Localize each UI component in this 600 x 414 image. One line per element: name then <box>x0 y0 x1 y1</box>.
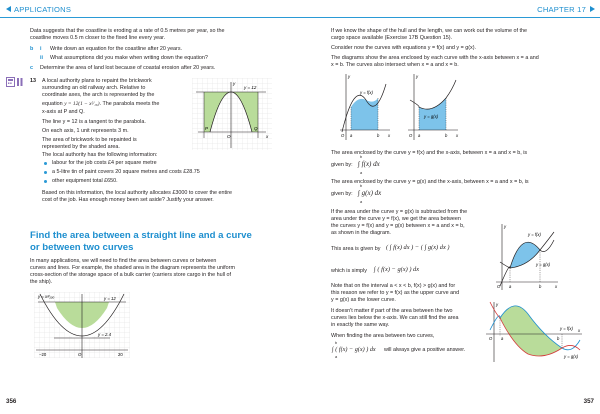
between-label-a: a <box>509 284 512 289</box>
q13-final-2: cost of the job. Has enough money been set aside? Justify your answer. <box>42 197 214 203</box>
q13-eq-prefix: equation <box>42 101 63 107</box>
area-f-line-1: The area enclosed by the curve y = f(x) and the x-axis, between x = a and x = b, is <box>331 150 528 156</box>
ship-label-minus20: −20 <box>39 352 47 357</box>
g-fig-label-O: O <box>409 133 413 138</box>
below-label-a: a <box>501 336 504 341</box>
sub-text-4: as shown in the diagram. <box>331 230 391 236</box>
between-label-f: y = f(x) <box>528 232 541 237</box>
q13-area-2: represented by the shaded area. <box>42 144 120 150</box>
int-g-lower-limit: a <box>360 200 363 204</box>
arch-label-O: O <box>227 134 231 139</box>
between-label-y: y <box>504 224 507 229</box>
g-fig-label-g: y = g(x) <box>424 114 439 119</box>
bullet-equipment: other equipment total £650. <box>52 178 118 184</box>
note-line-2: this reason we refer to y = f(x) as the upper curve and <box>331 290 460 296</box>
q13-line-2: surrounding an old railway arch. Relative to <box>42 85 146 91</box>
section-text-3: cross-section of the storage space of a bulk carrier (carriers store cargo in the hull of <box>30 272 232 278</box>
final-expression: ∫ ( f(x) − g(x) ) dx <box>332 346 376 353</box>
final-lower-limit: a <box>335 355 338 359</box>
q13-equation-line <box>42 101 159 108</box>
arch-label-y: y <box>233 81 236 86</box>
when-finding: When finding the area between two curves, <box>331 333 435 339</box>
g-fig-label-y: y <box>416 74 419 79</box>
section-heading-line-2: or between two curves <box>30 242 134 253</box>
int-f-expression: ∫ f(x) dx <box>358 160 380 168</box>
intro-line-2: coastline moves 0.5 m closer to the fixed line every year. <box>30 35 166 41</box>
area-given-label: This area is given by <box>331 246 381 252</box>
note-line-1: Note that on the interval a < x < b, f(x) > g(x) and for <box>331 283 456 289</box>
para3-line-1: The diagrams show the area enclosed by each curve with the x-axis between x = a and <box>331 55 539 61</box>
para1-line-2: cargo space available (Exercise 17B Question 15). <box>331 35 453 41</box>
page-number-right: 357 <box>583 398 594 405</box>
q13-eq-suffix: . The parabola meets the <box>99 101 160 107</box>
f-fig-label-O: O <box>341 133 345 138</box>
area-g-line-1: The area enclosed by the curve y = g(x) and the x-axis, between x = a and x = b, is <box>331 179 529 185</box>
sub-text-2: area under the curve y = f(x), we get the area between <box>331 216 461 222</box>
f-fig-label-f: y = f(x) <box>360 90 373 95</box>
calculator-icon <box>6 77 26 87</box>
question-b-label: b <box>30 46 34 52</box>
arch-label-x: x <box>266 134 269 139</box>
note-line-3: y = g(x) as the lower curve. <box>331 297 396 303</box>
below-label-b: b <box>557 336 560 341</box>
q13-final-1: Based on this information, the local authority allocates £3000 to cover the entire <box>42 190 232 196</box>
between-label-O: O <box>497 284 501 289</box>
between-label-x: x <box>555 284 558 289</box>
q13-area-1: The area of brickwork to be repainted is <box>42 137 137 143</box>
question-b-ii: What assumptions did you make when writing down the equation? <box>50 55 208 61</box>
question-13-number: 13 <box>30 78 36 84</box>
area-below-axis-shaded <box>500 306 562 356</box>
ship-label-y12: y = 12 <box>104 296 116 301</box>
area-g-line-2: given by: <box>331 191 353 197</box>
intro-line-1: Data suggests that the coastline is eroding at a rate of 0.5 metres per year, so the <box>30 28 225 34</box>
f-fig-label-a: a <box>350 133 353 138</box>
q13-line-1: A local authority plans to repaint the brickwork <box>42 78 152 84</box>
int-f-upper-limit: b <box>360 155 363 159</box>
question-bii-label: ii <box>40 55 43 61</box>
between-label-g: y = g(x) <box>536 262 551 267</box>
between-label-b: b <box>539 284 542 289</box>
int-g-upper-limit: b <box>360 184 363 188</box>
arch-label-y12: y = 12 <box>244 85 257 90</box>
section-heading-line-1: Find the area between a straight line and a curve <box>30 230 252 241</box>
area-under-g-diagram <box>404 70 460 144</box>
matter-line-3: in exactly the same way. <box>331 322 390 328</box>
g-fig-label-b: b <box>445 133 448 138</box>
sub-text-3: the curves y = f(x) and y = g(x) between x = a and x = b, <box>331 223 465 229</box>
area-f-line-2: given by: <box>331 162 353 168</box>
header-title-applications: APPLICATIONS <box>14 5 72 14</box>
question-bi-label: i <box>40 46 42 52</box>
q13-x-axis: x-axis at P and Q. <box>42 109 85 115</box>
below-label-f: y = f(x) <box>560 326 573 331</box>
page-number-left: 356 <box>6 398 17 405</box>
below-label-O: O <box>489 336 493 341</box>
f-fig-label-y: y <box>348 74 351 79</box>
matter-line-2: curves lies below the x-axis. We can still find the area <box>331 315 459 321</box>
final-text: will always give a positive answer. <box>384 347 466 353</box>
below-label-g: y = g(x) <box>564 354 579 359</box>
simplified-expression: ∫ ( f(x) − g(x) ) dx <box>374 266 420 273</box>
ship-label-y2-4: y = 2.4 <box>98 332 112 337</box>
left-page-header <box>0 0 300 18</box>
bullet-dot <box>44 162 47 165</box>
q13-line-3: coordinate axes, the arch is represented by the <box>42 92 155 98</box>
q13-info: The local authority has the following information: <box>42 152 158 158</box>
area-under-f-shaded <box>351 98 378 130</box>
ship-label-parabola: y = x²⁄₁₀₀ <box>38 294 55 299</box>
simply-label: which is simply <box>331 268 367 274</box>
bulk-carrier-diagram <box>34 292 130 364</box>
arch-label-P: P <box>205 126 209 131</box>
curve-g <box>410 80 456 109</box>
area-below-axis-diagram <box>484 300 584 364</box>
area-under-f-diagram <box>336 70 392 144</box>
para3-line-2: x = b. The curves also intersect when x = a and x = b. <box>331 62 459 68</box>
q13-equation: y = 12(1 − x²⁄₁₆) <box>64 101 100 107</box>
below-label-y: y <box>496 302 499 307</box>
para2: Consider now the curves with equations y = f(x) and y = g(x). <box>331 45 477 51</box>
matter-line-1: It doesn't matter if part of the area between the two <box>331 308 453 314</box>
bullet-paint: a 5-litre tin of paint covers 20 square metres and costs £28.75 <box>52 169 200 175</box>
right-page-header <box>300 0 600 18</box>
bullet-labour: labour for the job costs £4 per square metre <box>52 160 157 166</box>
f-fig-label-b: b <box>377 133 380 138</box>
int-g-expression: ∫ g(x) dx <box>358 189 382 197</box>
ship-label-O: O <box>78 352 82 357</box>
triangle-right-icon <box>590 6 595 12</box>
below-label-x: x <box>578 328 581 333</box>
header-title-chapter: CHAPTER 17 <box>537 5 586 14</box>
f-fig-label-x: x <box>388 133 391 138</box>
section-text-1: In many applications, we will need to find the area between curves or between <box>30 258 217 264</box>
triangle-left-icon <box>6 6 11 12</box>
bullet-dot <box>44 171 47 174</box>
q13-unit: On each axis, 1 unit represents 3 m. <box>42 128 129 134</box>
area-between-curves-diagram <box>492 222 560 292</box>
sub-text-1: If the area under the curve y = g(x) is subtracted from the <box>331 209 468 215</box>
para1-line-1: If we know the shape of the hull and the length, we can work out the volume of the <box>331 28 527 34</box>
question-c: Determine the area of land lost because of coastal erosion after 20 years. <box>40 65 216 71</box>
g-fig-label-x: x <box>456 133 459 138</box>
arch-label-Q: Q <box>254 126 258 131</box>
ship-label-20: 20 <box>118 352 123 357</box>
final-upper-limit: b <box>335 341 338 345</box>
q13-tangent: The line y = 12 is a tangent to the parabola. <box>42 119 146 125</box>
section-text-4: the ship). <box>30 279 53 285</box>
arch-diagram <box>192 78 272 150</box>
question-b-i: Write down an equation for the coastline after 20 years. <box>50 46 183 52</box>
int-f-lower-limit: a <box>360 171 363 175</box>
question-c-label: c <box>30 65 33 71</box>
area-between-expression: ( ∫ f(x) dx ) − ( ∫ g(x) dx ) <box>386 244 450 251</box>
section-text-2: curves and lines. For example, the shaded area in the diagram represents the uniform <box>30 265 235 271</box>
bullet-dot <box>44 180 47 183</box>
g-fig-label-a: a <box>418 133 421 138</box>
